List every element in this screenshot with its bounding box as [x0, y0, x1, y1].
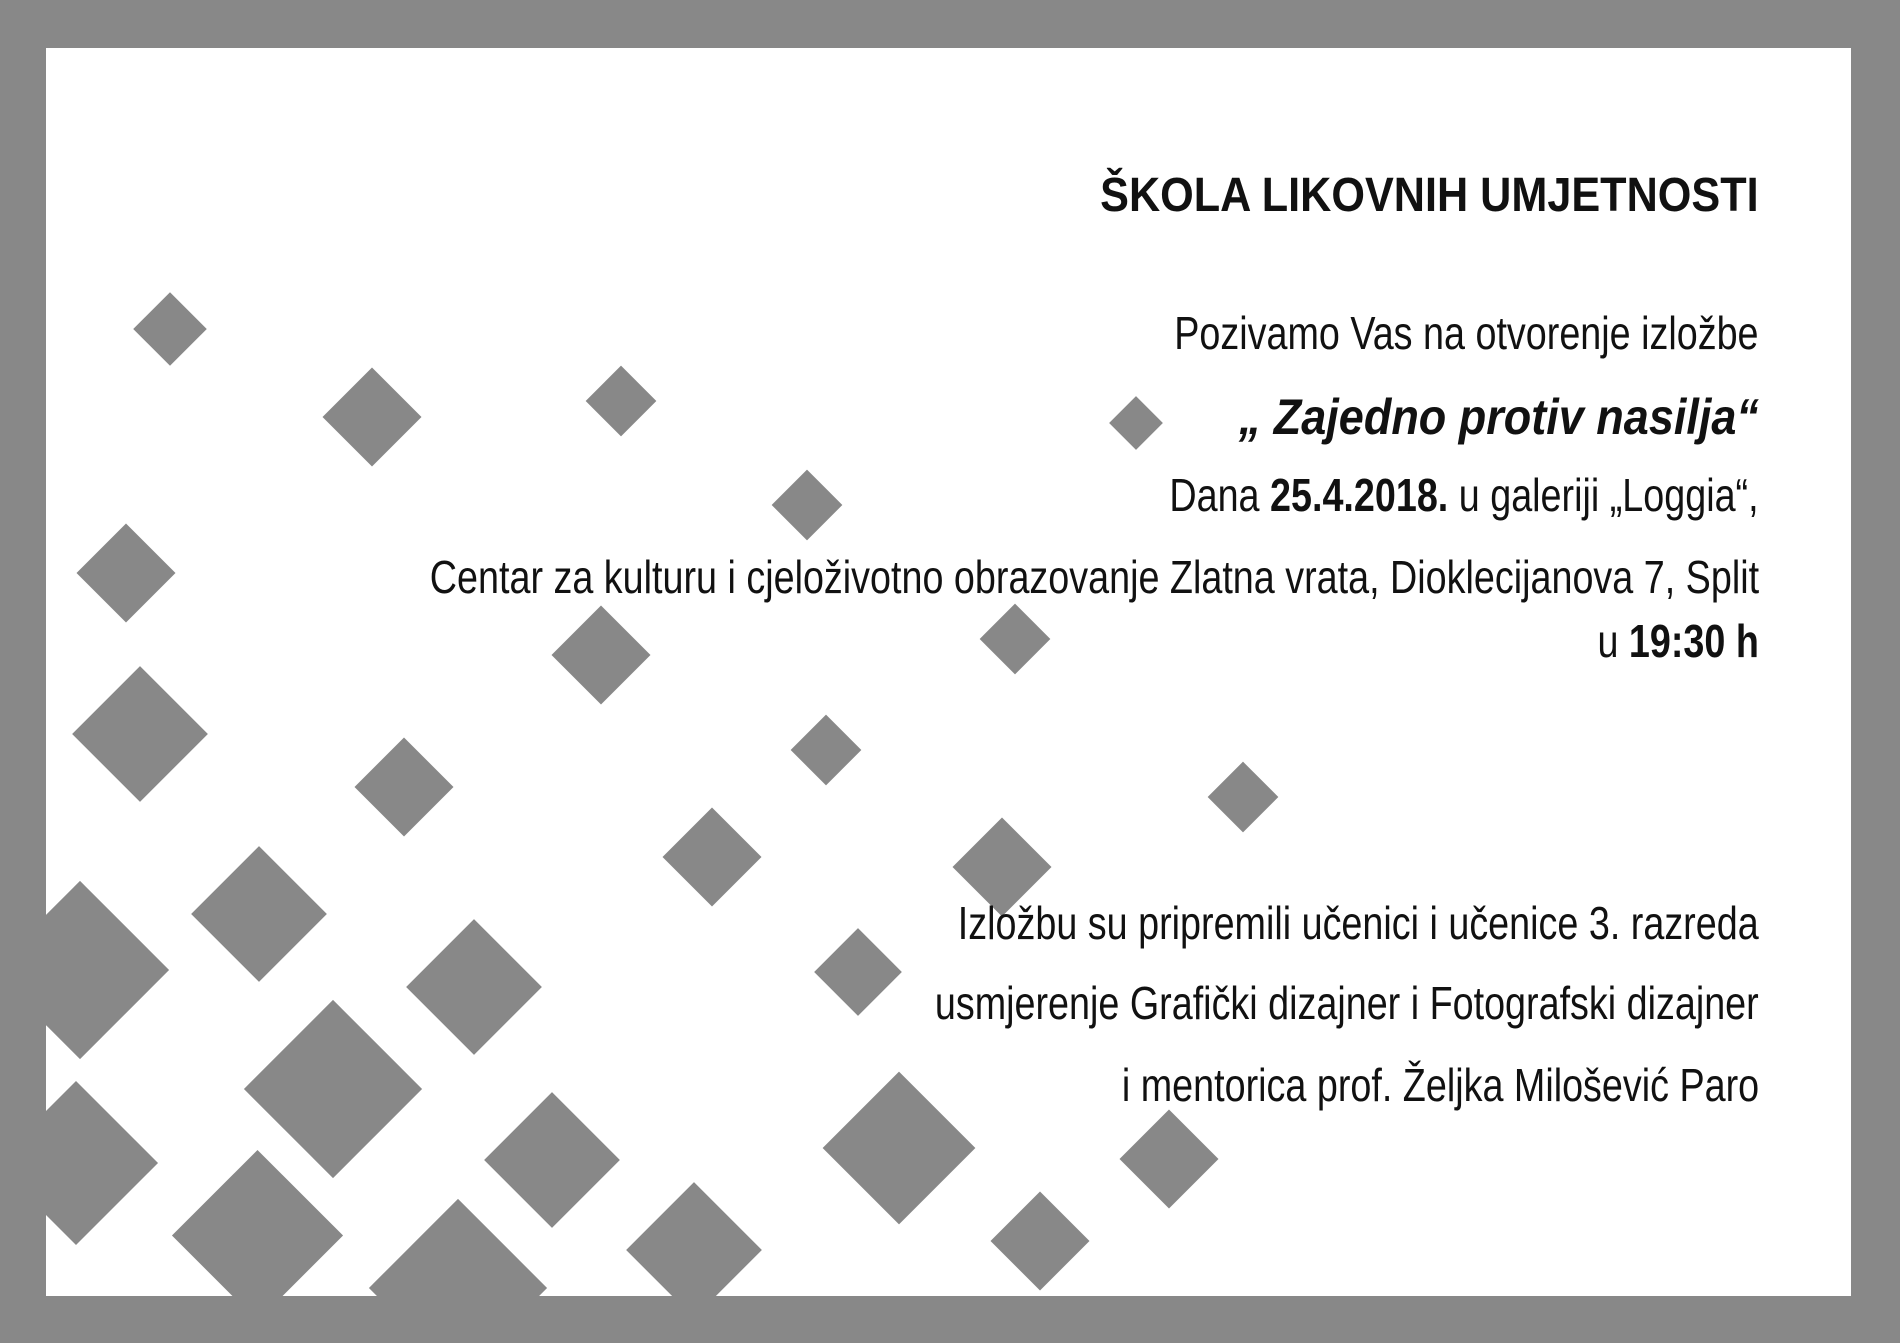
event-time: 19:30 h [1629, 615, 1759, 667]
diamond-shape [191, 846, 327, 982]
diamond-shape [663, 808, 762, 907]
time-prefix: u [1597, 615, 1630, 667]
diamond-shape [46, 881, 169, 1059]
diamond-shape [814, 928, 902, 1016]
diamond-shape [1120, 1110, 1219, 1209]
diamond-shape [172, 1150, 343, 1296]
diamond-shape [72, 666, 208, 802]
diamond-shape [791, 715, 862, 786]
invitation-card [46, 48, 1851, 1296]
diamond-shape [586, 366, 657, 437]
event-date: 25.4.2018. [1270, 469, 1449, 521]
invitation-intro: Pozivamo Vas na otvorenje izložbe [1174, 307, 1759, 359]
exhibition-title: „ Zajedno protiv nasilja“ [1238, 389, 1759, 445]
diamond-shape [1109, 396, 1163, 450]
school-name-heading: ŠKOLA LIKOVNIH UMJETNOSTI [1100, 169, 1759, 222]
credits-line-mentor: i mentorica prof. Željka Milošević Paro [1121, 1059, 1759, 1111]
diamond-shape [369, 1199, 547, 1296]
diamond-shape [133, 292, 207, 366]
event-time-line [1598, 614, 1759, 668]
diamond-shape [77, 524, 176, 623]
diamond-shape [980, 604, 1051, 675]
credits-line-students: Izložbu su pripremili učenici i učenice 3. razreda [958, 897, 1759, 949]
diamond-shape [484, 1092, 620, 1228]
diamond-shape [552, 606, 651, 705]
diamond-shape [1208, 762, 1279, 833]
venue-address: Centar za kulturu i cjeloživotno obrazovanje Zlatna vrata, Dioklecijanova 7, Split [429, 551, 1759, 603]
diamond-shape [823, 1072, 976, 1225]
date-prefix: Dana [1169, 469, 1271, 521]
date-gallery-line [1170, 468, 1759, 522]
diamond-shape [46, 1081, 158, 1245]
diamond-shape [323, 368, 422, 467]
diamond-shape [406, 919, 542, 1055]
diamond-shape [991, 1192, 1090, 1291]
diamond-shape [626, 1182, 762, 1296]
gallery-name: u galeriji „Loggia“, [1448, 469, 1759, 521]
diamond-shape [355, 738, 454, 837]
credits-line-programme: usmjerenje Grafički dizajner i Fotografski dizajner [935, 977, 1759, 1029]
diamond-shape [772, 470, 843, 541]
diamond-shape [244, 1000, 422, 1178]
